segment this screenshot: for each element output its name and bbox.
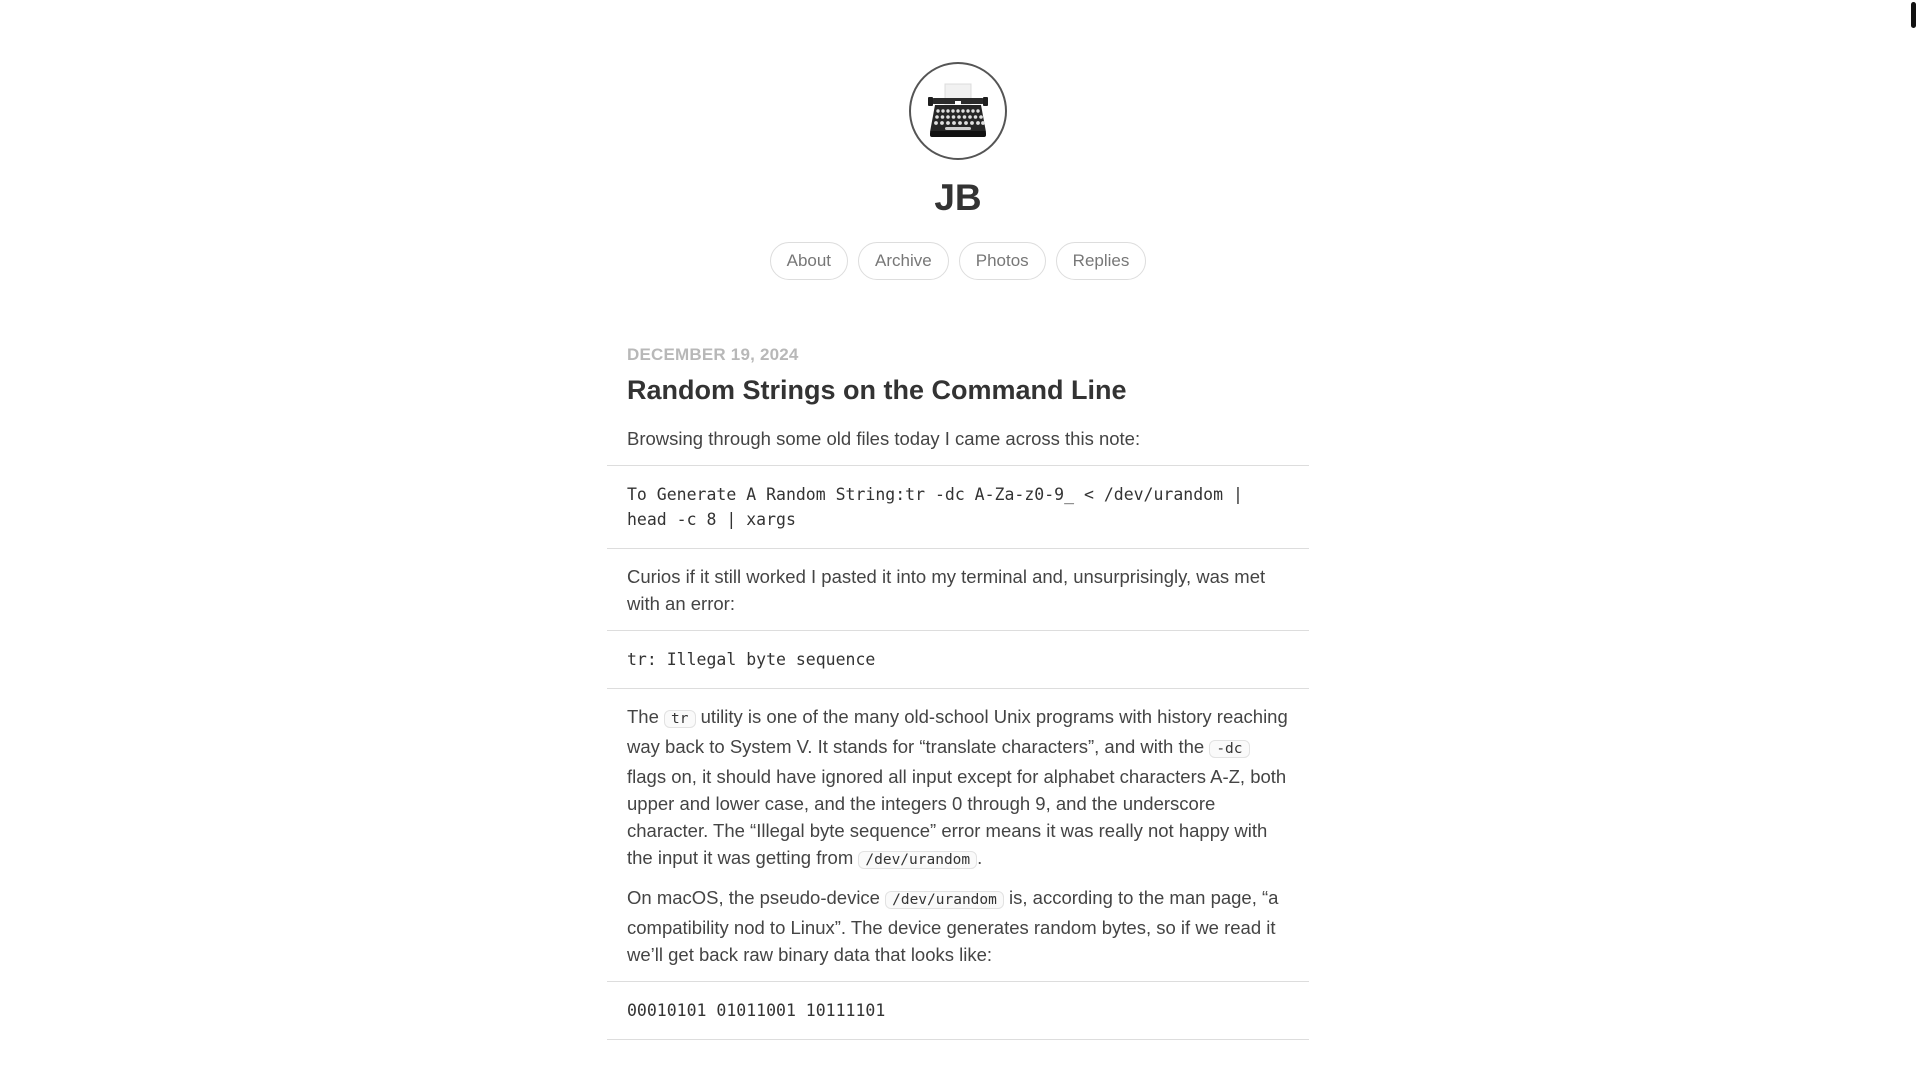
paragraph-2: Curios if it still worked I pasted it into my terminal and, unsurprisingly, was met with an error: — [627, 566, 1266, 615]
inline-code-tr: tr — [664, 710, 695, 728]
paragraph-4-wrap — [607, 884, 1309, 968]
code-block-binary: 00010101 01011001 10111101 — [607, 981, 1309, 1040]
paragraph-4 — [627, 884, 1289, 968]
main-nav — [607, 242, 1309, 280]
post-date[interactable]: DECEMBER 19, 2024 — [627, 345, 799, 365]
typewriter-icon — [923, 76, 993, 146]
paragraph-4-text-2: is, according to the man page, “a compatibility nod to Linux”. The device generates random bytes, so if we read it we’ll get back raw binary data that looks like: — [627, 887, 1279, 966]
paragraph-3-text-1: The — [627, 706, 665, 728]
post — [607, 344, 1309, 1040]
paragraph-4-text-1: On macOS, the pseudo-device — [627, 887, 886, 909]
nav-archive[interactable]: Archive — [858, 242, 949, 280]
paragraph-1: Browsing through some old files today I came across this note: — [627, 428, 1141, 450]
nav-about[interactable]: About — [770, 242, 848, 280]
code-block-command: To Generate A Random String:tr -dc A-Za-z0-9_ < /dev/urandom | head -c 8 | xargs — [607, 465, 1309, 549]
post-title[interactable]: Random Strings on the Command Line — [627, 375, 1127, 406]
paragraph-3 — [627, 703, 1289, 874]
inline-code-urandom: /dev/urandom — [858, 851, 977, 869]
paragraph-3-text-4: . — [977, 847, 983, 869]
nav-replies[interactable]: Replies — [1056, 242, 1147, 280]
site-title[interactable]: JB — [934, 177, 982, 218]
paragraph-3-text-3: flags on, it should have ignored all input except for alphabet characters A-Z, both upper and lower case, and the integers 0 through 9, and the underscore character. The “Illegal byte sequence” error means it was really not happy with the input it was getting from — [627, 766, 1287, 869]
nav-photos[interactable]: Photos — [959, 242, 1046, 280]
paragraph-2-wrap — [607, 563, 1309, 617]
post-header — [607, 344, 1309, 408]
paragraph-1-wrap — [607, 425, 1309, 452]
scrollbar-thumb[interactable] — [1911, 2, 1916, 28]
inline-code-urandom-2: /dev/urandom — [885, 891, 1004, 909]
avatar[interactable] — [909, 62, 1007, 160]
site-header — [607, 0, 1309, 280]
paragraph-3-wrap — [607, 703, 1309, 874]
inline-code-dc: -dc — [1209, 740, 1249, 758]
page — [607, 0, 1309, 1040]
paragraph-3-text-2: utility is one of the many old-school Unix programs with history reaching way back to System V. It stands for “translate characters”, and with the — [627, 706, 1288, 758]
code-block-error: tr: Illegal byte sequence — [607, 630, 1309, 689]
